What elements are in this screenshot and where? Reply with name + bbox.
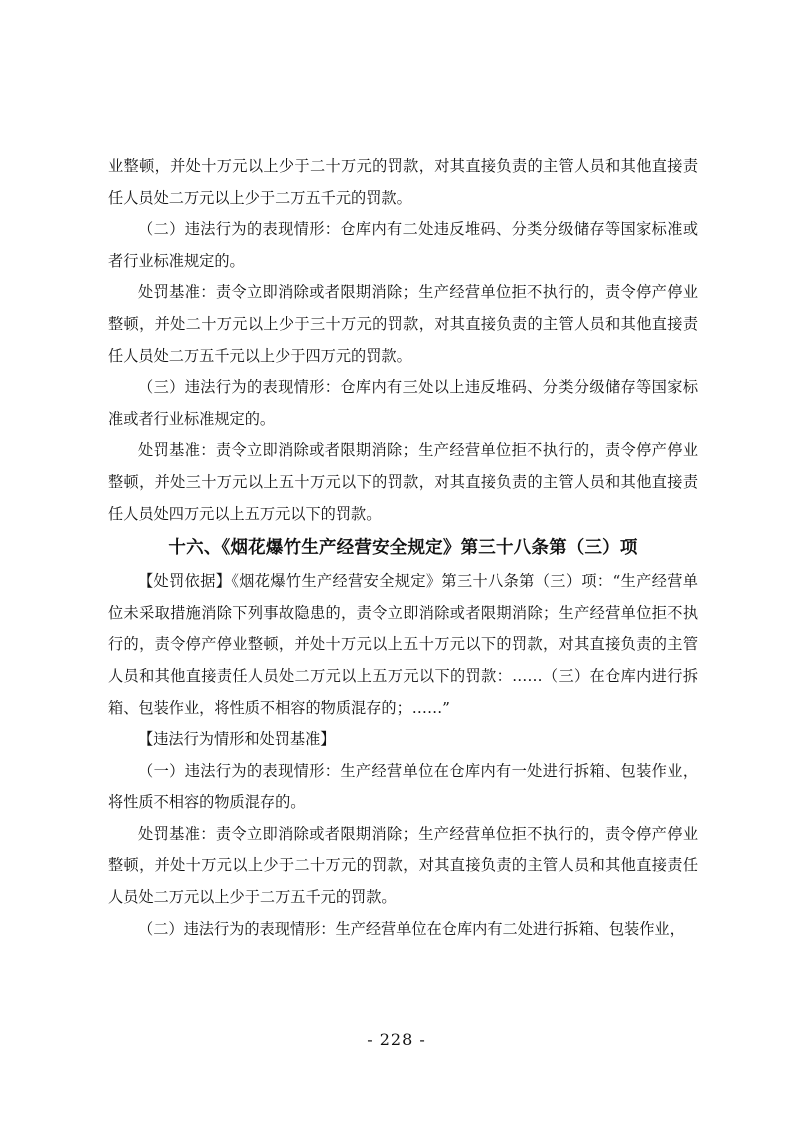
penalty-standard-3: 处罚基准：责令立即消除或者限期消除；生产经营单位拒不执行的，责令停产停业整顿，并处三十万元以上五十万元以下的罚款，对其直接负责的主管人员和其他直接责任人员处四万元以上五万元以下的罚款。 [108, 441, 698, 523]
penalty-standard-2: 处罚基准：责令立即消除或者限期消除；生产经营单位拒不执行的，责令停产停业整顿，并处二十万元以上少于三十万元的罚款，对其直接负责的主管人员和其他直接责任人员处二万五千元以上少于四万元的罚款。 [108, 283, 698, 365]
continued-paragraph: 业整顿，并处十万元以上少于二十万元的罚款，对其直接负责的主管人员和其他直接责任人员处二万元以上少于二万五千元的罚款。 [108, 157, 698, 207]
page-content [108, 151, 698, 945]
penalty-standard-1: 处罚基准：责令立即消除或者限期消除；生产经营单位拒不执行的，责令停产停业整顿，并处十万元以上少于二十万元的罚款，对其直接负责的主管人员和其他直接责任人员处二万元以上少于二万五千元的罚款。 [108, 824, 698, 907]
violation-case-3: （三）违法行为的表现情形：仓库内有三处以上违反堆码、分类分级储存等国家标准或者行业标准规定的。 [108, 378, 698, 428]
penalty-basis-paragraph: 【处罚依据】《烟花爆竹生产经营安全规定》第三十八条第（三）项：“生产经营单位未采取措施消除下列事故隐患的，责令立即消除或者限期消除；生产经营单位拒不执行的，责令停产停业整顿，并处十万元以上五十万元以下的罚款，对其直接负责的主管人员和其他直接责任人员处二万元以上五万元以下的罚款：……（三）在仓库内进行拆箱、包装作业，将性质不相容的物质混存的；……” [108, 572, 698, 717]
subsection-label: 【违法行为情形和处罚基准】 [138, 730, 336, 749]
section-heading: 十六、《烟花爆竹生产经营安全规定》第三十八条第（三）项 [168, 538, 638, 559]
violation-case-2-continued: （二）违法行为的表现情形：生产经营单位在仓库内有二处进行拆箱、包装作业， [138, 919, 685, 938]
page-number: - 228 - [367, 1030, 426, 1049]
violation-case-1: （一）违法行为的表现情形：生产经营单位在仓库内有一处进行拆箱、包装作业，将性质不相容的物质混存的。 [108, 761, 698, 812]
violation-case-2: （二）违法行为的表现情形：仓库内有二处违反堆码、分类分级储存等国家标准或者行业标准规定的。 [108, 220, 698, 270]
